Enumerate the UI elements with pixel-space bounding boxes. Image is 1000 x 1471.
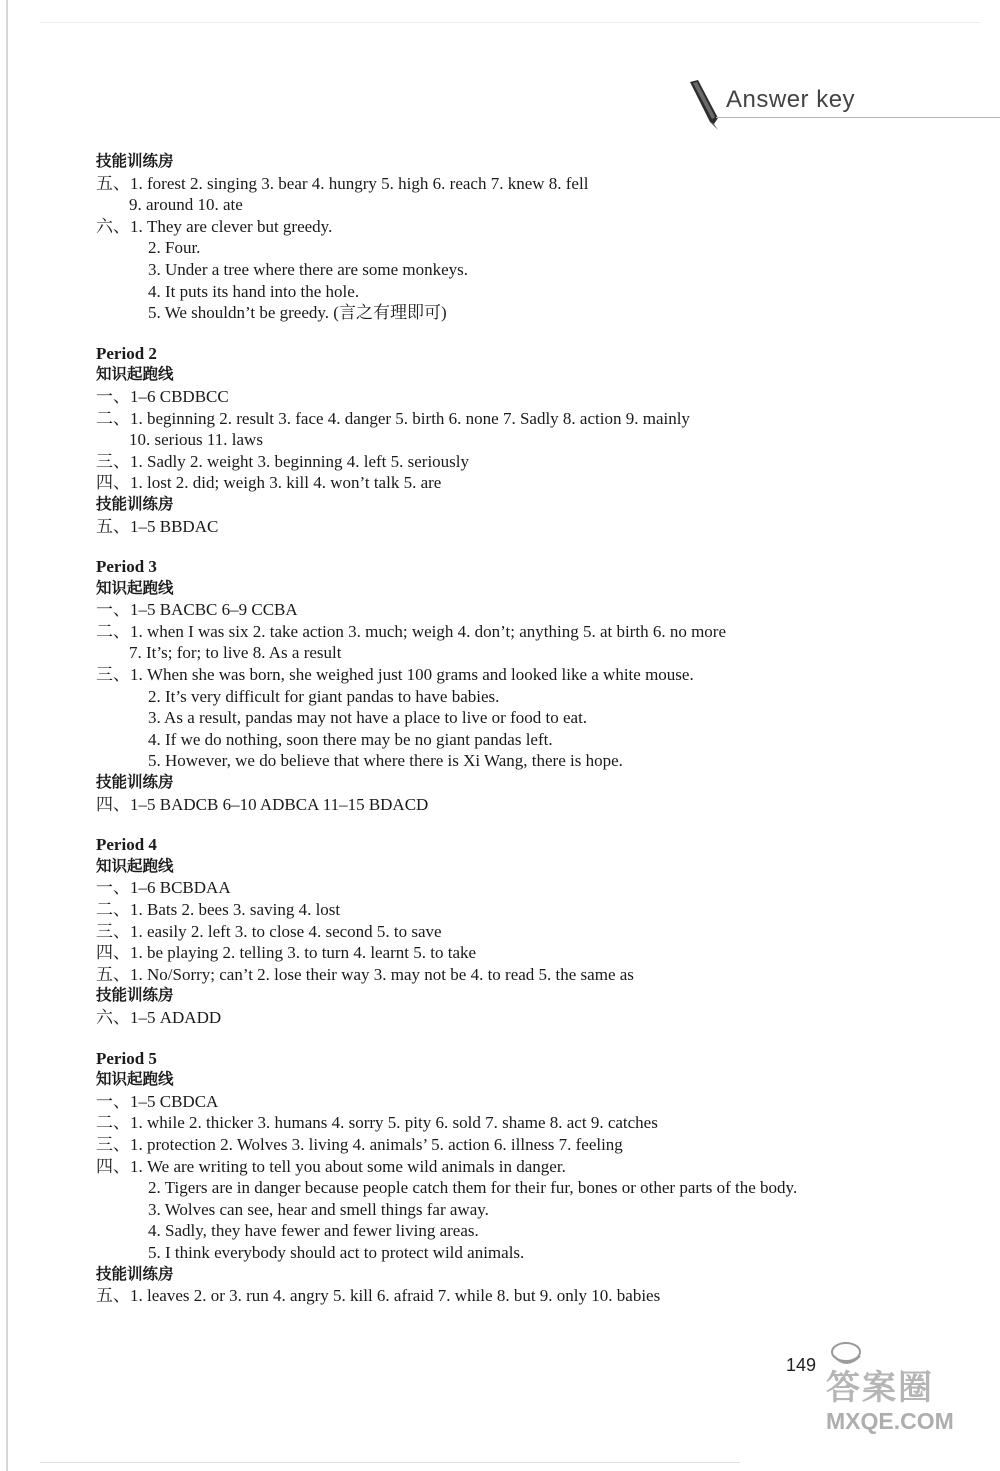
spacer — [96, 1029, 956, 1048]
answer-line: 三、1. Sadly 2. weight 3. beginning 4. left 5. seriously — [96, 451, 470, 471]
answer-line: 一、1–6 CBDBCC — [96, 386, 229, 406]
section-heading: 知识起跑线 — [96, 856, 174, 875]
answer-line: 四、1. We are writing to tell you about some wild animals in danger. — [96, 1156, 566, 1176]
answer-line: 4. It puts its hand into the hole. — [148, 281, 360, 301]
page-edge — [6, 0, 8, 1471]
answer-line: 六、1–5 ADADD — [96, 1007, 222, 1027]
bottom-divider — [40, 1462, 740, 1463]
answer-line: 2. Tigers are in danger because people catch them for their fur, bones or other parts of the body. — [148, 1178, 798, 1198]
section-heading: 知识起跑线 — [96, 365, 174, 384]
answer-line: 五、1–5 BBDAC — [96, 516, 219, 536]
answer-line: 4. If we do nothing, soon there may be no giant pandas left. — [148, 729, 553, 749]
answer-line: 三、1. When she was born, she weighed just 100 grams and looked like a white mouse. — [96, 665, 694, 685]
spacer — [96, 537, 956, 556]
section-heading: 知识起跑线 — [96, 578, 174, 597]
header-title: Answer key — [726, 86, 856, 113]
answer-line: 10. serious 11. laws — [129, 430, 263, 450]
answer-line: 3. As a result, pandas may not have a place to live or food to eat. — [148, 708, 588, 728]
watermark-logo-text: 答案圈 — [826, 1368, 934, 1408]
answer-line: 三、1. easily 2. left 3. to close 4. second 5. to save — [96, 921, 442, 941]
answer-line: 3. Wolves can see, hear and smell things far away. — [148, 1199, 489, 1219]
answer-line: 7. It’s; for; to live 8. As a result — [129, 643, 342, 663]
answer-line: 二、1. when I was six 2. take action 3. much; weigh 4. don’t; anything 5. at birth 6. no more — [96, 621, 726, 641]
answer-line: 2. Four. — [148, 238, 201, 258]
answer-line: 三、1. protection 2. Wolves 3. living 4. animals’ 5. action 6. illness 7. feeling — [96, 1134, 623, 1154]
watermark-url: MXQE.COM — [826, 1408, 954, 1434]
answer-line: 五、1. No/Sorry; can’t 2. lose their way 3. may not be 4. to read 5. the same as — [96, 964, 634, 984]
answer-line: 六、1. They are clever but greedy. — [96, 216, 333, 236]
answer-line: 2. It’s very difficult for giant pandas to have babies. — [148, 686, 500, 706]
answer-line: 五、1. leaves 2. or 3. run 4. angry 5. kill 6. afraid 7. while 8. but 9. only 10. babies — [96, 1286, 661, 1306]
period-heading: Period 2 — [96, 343, 157, 363]
section-heading: 技能训练房 — [96, 494, 174, 513]
answer-line: 5. However, we do believe that where there is Xi Wang, there is hope. — [148, 751, 623, 771]
period-heading: Period 3 — [96, 557, 157, 577]
section-heading: 技能训练房 — [96, 773, 174, 792]
page-number: 149 — [786, 1355, 817, 1375]
answer-line: 5. We shouldn’t be greedy. (言之有理即可) — [148, 303, 447, 323]
section-heading: 技能训练房 — [96, 1264, 174, 1283]
answer-line: 9. around 10. ate — [129, 195, 243, 215]
section-heading: 知识起跑线 — [96, 1070, 174, 1089]
answer-line: 四、1. be playing 2. telling 3. to turn 4. learnt 5. to take — [96, 943, 477, 963]
answer-content — [96, 151, 956, 1307]
answer-line: 4. Sadly, they have fewer and fewer living areas. — [148, 1221, 479, 1241]
answer-line: 5. I think everybody should act to protect wild animals. — [148, 1242, 525, 1262]
period-heading: Period 5 — [96, 1048, 157, 1068]
spacer — [96, 324, 956, 343]
answer-line: 一、1–5 BACBC 6–9 CCBA — [96, 600, 298, 620]
header-divider — [716, 117, 1000, 118]
spacer — [96, 815, 956, 834]
answer-line: 一、1–5 CBDCA — [96, 1091, 219, 1111]
answer-line: 二、1. beginning 2. result 3. face 4. danger 5. birth 6. none 7. Sadly 8. action 9. mainly — [96, 408, 690, 428]
answer-line: 四、1–5 BADCB 6–10 ADBCA 11–15 BDACD — [96, 794, 429, 814]
period-heading: Period 4 — [96, 835, 157, 855]
pen-icon — [684, 78, 724, 130]
answer-line: 二、1. Bats 2. bees 3. saving 4. lost — [96, 900, 341, 919]
top-divider — [40, 22, 980, 23]
answer-line: 五、1. forest 2. singing 3. bear 4. hungry 5. high 6. reach 7. knew 8. fell — [96, 173, 589, 193]
answer-line: 一、1–6 BCBDAA — [96, 878, 231, 898]
answer-line: 四、1. lost 2. did; weigh 3. kill 4. won’t talk 5. are — [96, 473, 442, 493]
section-heading: 技能训练房 — [96, 986, 174, 1005]
section-heading: 技能训练房 — [96, 152, 174, 170]
answer-line: 二、1. while 2. thicker 3. humans 4. sorry 5. pity 6. sold 7. shame 8. act 9. catches — [96, 1113, 658, 1133]
answer-line: 3. Under a tree where there are some monkeys. — [148, 259, 469, 279]
